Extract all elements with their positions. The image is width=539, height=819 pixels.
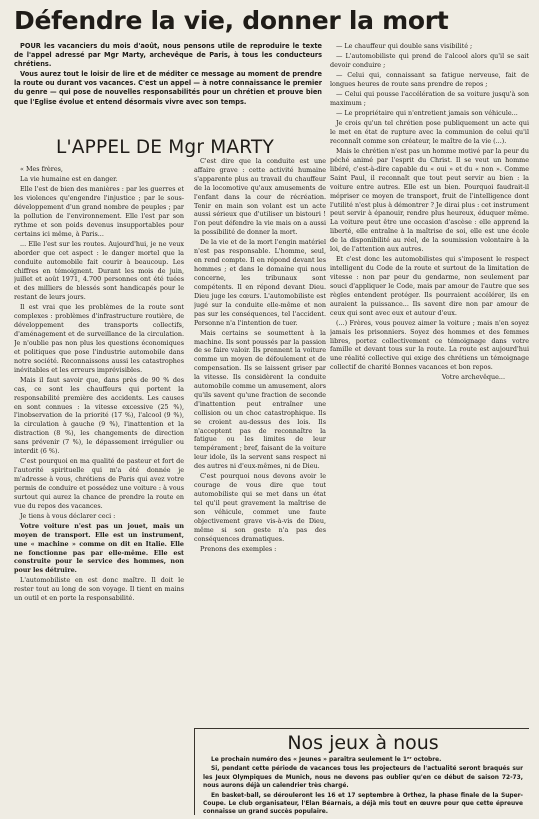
intro-paragraph: Vous aurez tout le loisir de lire et de méditer ce message au moment de prendre la route ou durant vos vacances. C'est un appel — à notre connaissance le premier du genre — qui pose de nouvelles responsabilités pour un chrétien et prouve bien que l'Eglise évolue et entend désormais vivre avec son temps. [14, 70, 322, 106]
section-heading: L'APPEL DE Mgr MARTY [56, 137, 274, 158]
intro-paragraph: POUR les vacanciers du mois d'août, nous pensons utile de reproduire le texte de l'appel adressé par Mgr Marty, archevêque de Paris, à tous les conducteurs chrétiens. [14, 42, 322, 69]
body-paragraph: Il est vrai que les problèmes de la route sont complexes : problèmes d'infrastructure routière, de développement des transports collectifs, d'aménagement et de surveillance de la circulation. Je n'oublie pas non plus les questions économiques et politiques que pose l'industrie automobile dans notre société. Reconnaissons aussi les catastrophes inévitables et les erreurs imprévisibles. [14, 303, 184, 374]
body-paragraph: Votre voiture n'est pas un jouet, mais un moyen de transport. Elle est un instrument, une « machine » comme on dit en Italie. Elle ne fonctionne pas par elle-même. Elle est construite pour le service des hommes, non pour les détruire. [14, 521, 184, 575]
jeux-title: Nos jeux à nous [287, 732, 439, 754]
body-paragraph: C'est dire que la conduite est une affaire grave : cette activité humaine s'apparente plus au travail du chauffeur de la locomotive qu'aux amusements de l'enfant dans la cour de récréation. Tenir en main son volant est un acte aussi sérieux que d'utiliser un bistouri ! l'on peut défendre la vie mais on a aussi la possibilité de donner la mort. [194, 157, 326, 237]
body-paragraph: C'est pourquoi en ma qualité de pasteur et fort de l'autorité spirituelle qui m'a été donnée je m'adresse à vous, chrétiens de Paris qui avez votre permis de conduire et possédez une voiture : à vous surtout qui aurez la chance de prendre la route en vue du repos des vacances. [14, 457, 184, 510]
body-paragraph: — Le propriétaire qui n'entretient jamais son véhicule... [336, 109, 518, 118]
body-paragraph: La vie humaine est en danger. [20, 175, 118, 184]
body-paragraph: Mais le chrétien n'est pas un homme motivé par la peur du péché animé par l'esprit du Christ. Il se veut un homme libéré, c'est-à-dire capable du « oui » et du « non ». Comme Saint Paul, il reconnaît que tout peut servir au bien : la voiture entre autres. Elle est un bien. Pourquoi faudrait-il mépriser ce moyen de transport, fruit de l'intelligence dont l'utilité n'est plus à démontrer ? Je dirai plus : cet instrument peut servir à épanouir, rendre plus heureux, éduquer même. La voiture peut être une occasion d'ascèse : elle apprend la liberté, elle entraîne à la maîtrise de soi, elle est une école de la disponibilité au réel, de la soumission volontaire à la loi, de l'attention aux autres. [330, 147, 529, 254]
body-paragraph: Mais il faut savoir que, dans près de 90 % des cas, ce sont les chauffeurs qui portent la responsabilité première des accidents. Les causes en sont connues : la vitesse excessive (25 %), l'inobservation de la priorité (17 %), l'alcool (9 %), la circulation à gauche (9 %), l'inattention et la distraction (8 %), les changements de direction sans prévenir (7 %), le dépassement irrégulier ou interdit (6 %). [14, 375, 184, 456]
jeux-paragraph: Le prochain numéro des « Jeunes » paraîtra seulement le 1ᵉʳ octobre. [211, 757, 442, 763]
body-paragraph: (...) Frères, vous pouvez aimer la voiture ; mais n'en soyez jamais les prisonniers. Soyez des hommes et des femmes libres, portez collectivement ce témoignage dans votre famille et devant tous sur la route. La route est aujourd'hui une réalité collective qui exige des chrétiens un témoignage collectif de charité Bonnes vacances et bon repos. [330, 318, 529, 372]
body-paragraph: — Celui qui, connaissant sa fatigue nerveuse, fait de longues heures de route sans prendre de repos ; [330, 71, 529, 88]
article-title: Défendre la vie, donner la mort [14, 6, 449, 35]
body-paragraph: Elle l'est de bien des manières : par les guerres et les violences qu'engendre l'injustice ; par le sous-développement d'un grand nombre de peuples ; par la pollution de l'environnement. Elle l'est par son rythme et son poids devenus insupportables pour certains ici même, à Paris... [14, 185, 184, 238]
body-paragraph: L'automobiliste en est donc maître. Il doit le rester tout au long de son voyage. Il tient en mains un outil et en porte la responsabilité. [14, 576, 184, 603]
jeux-paragraph: En basket-ball, se dérouleront les 16 et 17 septembre à Orthez, la phase finale de la Super-Coupe. Le club organisateur, l'Elan Béarnais, a déjà mis tout en œuvre pour que cette épreuve connaisse un grand succès populaire. [203, 792, 523, 816]
body-paragraph: — Le chauffeur qui double sans visibilité ; [336, 42, 473, 50]
article-column-right [330, 42, 529, 725]
body-paragraph: Je crois qu'un tel chrétien pose publiquement un acte qui le met en état de rupture avec la communion de celui qu'il reconnaît comme son créateur, le maître de la vie (...). [330, 119, 529, 145]
article-intro [14, 42, 322, 120]
article-column-left [14, 165, 184, 809]
jeux-paragraph: Si, pendant cette période de vacances tous les projecteurs de l'actualité seront braqués sur les Jeux Olympiques de Munich, nous ne devons pas oublier qu'en ce début de saison 72-73, nous aurons déjà un calendrier très chargé. [203, 766, 523, 790]
body-paragraph: Prenons des exemples : [200, 544, 277, 553]
jeux-box [194, 729, 529, 815]
body-paragraph: Je tiens à vous déclarer ceci : [20, 511, 116, 520]
body-paragraph: — Celui qui pousse l'accélération de sa voiture jusqu'à son maximum ; [330, 90, 529, 107]
body-paragraph: C'est pourquoi nous devons avoir le courage de vous dire que tout automobiliste qui se met dans un état tel qu'il peut gravement la maîtrise de son véhicule, commet une faute objectivement grave vis-à-vis de Dieu, même si son geste n'a pas des conséquences dramatiques. [194, 472, 326, 543]
body-paragraph: De la vie et de la mort l'engin matériel n'est pas responsable. L'homme, seul, en rend compte. Il en répond devant les hommes ; et dans le domaine qui nous concerne, les tribunaux sont compétents. Il en répond devant Dieu. Dieu juge les cœurs. L'automobiliste est jugé sur la conduite elle-même et non pas sur les conséquences, tel l'accident. Personne n'a l'intention de tuer. [194, 238, 326, 327]
body-paragraph: Et c'est donc les automobilistes qui s'imposent le respect intelligent du Code de la route et surtout de la limitation de vitesse : non par peur du gendarme, non seulement par souci d'appliquer le Code, mais par amour de l'autre que ses règles entendent protéger. Ils pourraient accélérer, ils en auraient la puissance... Ils savent dire non par amour de ceux qui sont avec eux et autour d'eux. [330, 255, 529, 317]
body-paragraph: Mais certains se soumettent à la machine. Ils sont poussés par la passion de se faire valoir. Ils prennent la voiture comme un moyen de défoulement et de compensation. Ils se laissent griser par la vitesse. Ils considèrent la conduite automobile comme un amusement, alors qu'ils savent qu'une fraction de seconde d'inattention peut entraîner une collision ou un choc catastrophique. Ils se croient au-dessus des lois. Ils n'acceptent pas de reconnaître la fatigue ou les limites de leur tempérament ; bref, faisant de la voiture leur idole, ils la servent sans respect ni des autres ni d'eux-mêmes, ni de Dieu. [194, 328, 326, 471]
body-paragraph: — L'automobiliste qui prend de l'alcool alors qu'il se sait devoir conduire ; [330, 52, 529, 69]
signature: Votre archevêque... [441, 373, 505, 382]
body-paragraph: ... Elle l'est sur les routes. Aujourd'hui, je ne veux aborder que cet aspect : le danger mortel que la conduite automobile fait courir à beaucoup. Les chiffres en témoignent. Durant les mois de juin, juillet et août 1971, 4.700 personnes ont été tuées et des milliers de blessés sont handicapés pour le restant de leurs jours. [14, 239, 184, 302]
body-paragraph: « Mes frères, [20, 165, 63, 173]
article-column-middle [194, 157, 326, 725]
